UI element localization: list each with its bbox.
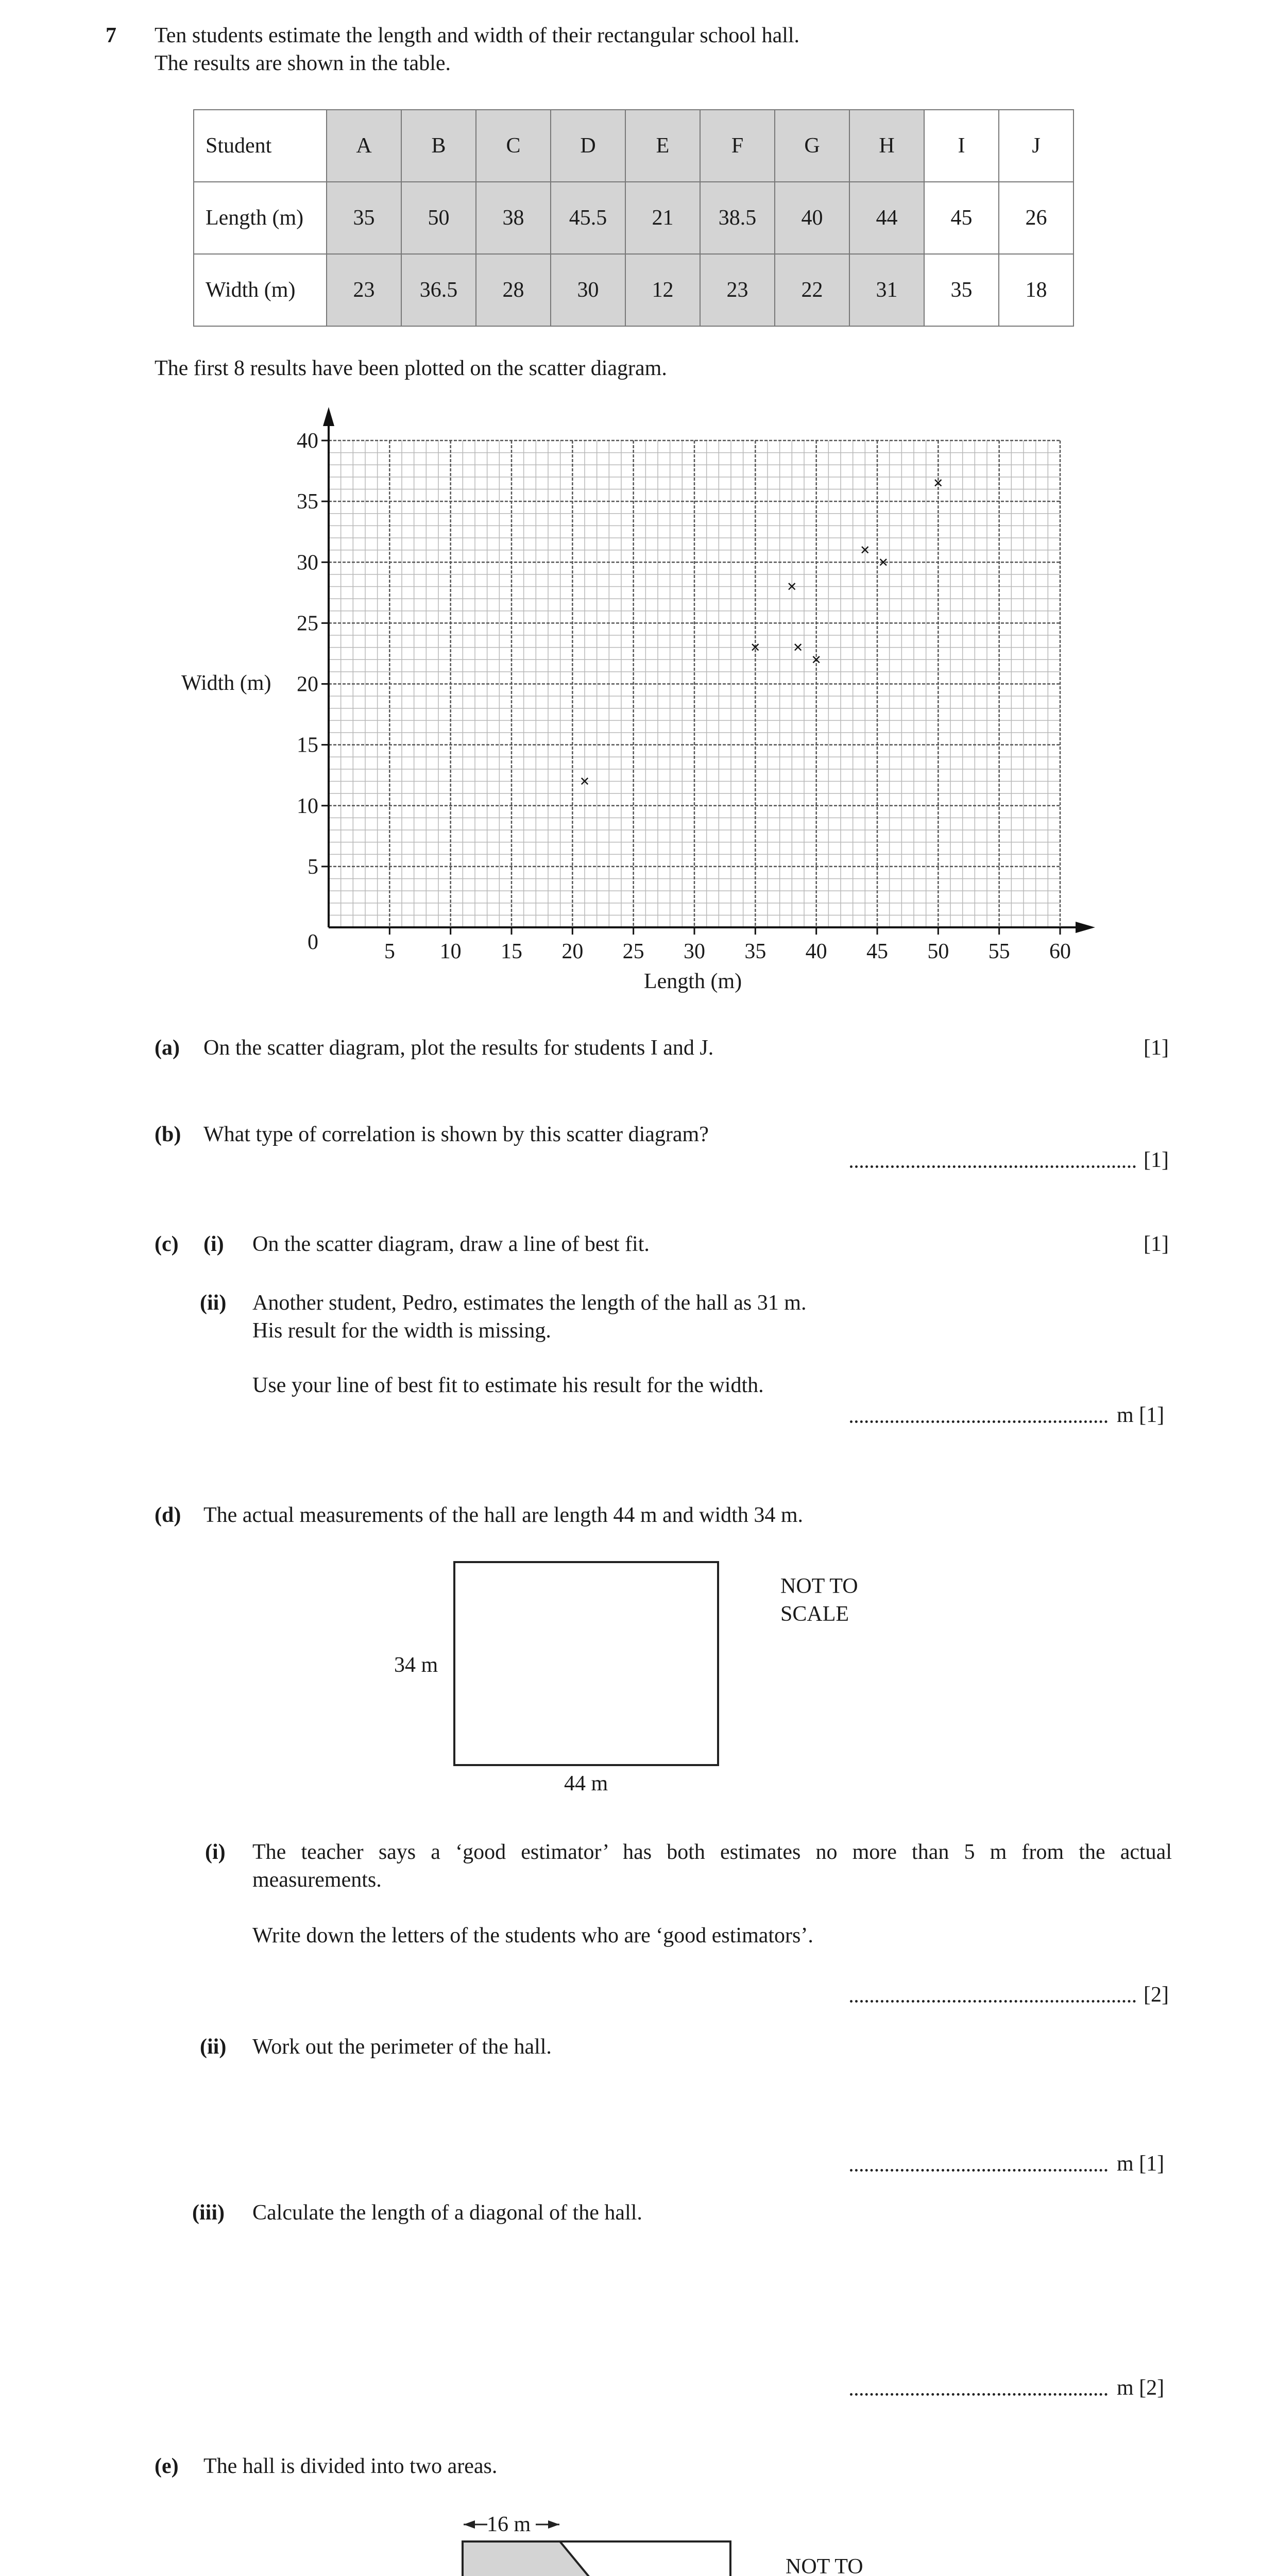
plotted-text: The first 8 results have been plotted on the scatter diagram.: [155, 357, 667, 380]
width-cell: 23: [700, 254, 775, 326]
shaded-area: [463, 2541, 730, 2576]
part-c-i-marks: [1]: [1144, 1232, 1169, 1256]
top-dimension-label: 16 m: [487, 2513, 531, 2536]
student-cell: H: [849, 110, 924, 182]
part-c-label: (c): [155, 1232, 179, 1256]
part-c-i-label: (i): [203, 1232, 224, 1256]
y-tick-label: 10: [297, 794, 318, 818]
data-point: ×: [580, 772, 590, 791]
student-cell: G: [775, 110, 849, 182]
width-cell: 18: [999, 254, 1073, 326]
y-tick-label: 25: [297, 612, 318, 636]
question-number: 7: [106, 24, 116, 47]
data-point: ×: [933, 473, 944, 493]
part-b-label: (b): [155, 1123, 181, 1146]
length-cell: 38: [476, 182, 551, 254]
y-tick-label: 35: [297, 490, 318, 514]
not-to-scale-line2: SCALE: [780, 1602, 849, 1626]
part-d-ii-text: Work out the perimeter of the hall.: [252, 2035, 552, 2059]
x-tick-label: 40: [805, 940, 827, 963]
part-d-text: The actual measurements of the hall are length 44 m and width 34 m.: [203, 1503, 803, 1527]
part-b-text: What type of correlation is shown by this scatter diagram?: [203, 1123, 709, 1146]
length-header: Length (m): [194, 182, 327, 254]
part-d-iii-label: (iii): [192, 2201, 225, 2225]
student-cell: I: [924, 110, 999, 182]
student-cell: B: [401, 110, 476, 182]
data-point: ×: [793, 638, 803, 657]
part-c-ii-line3: Use your line of best fit to estimate his result for the width.: [252, 1374, 764, 1397]
length-cell: 38.5: [700, 182, 775, 254]
width-cell: 12: [625, 254, 700, 326]
data-point: ×: [750, 638, 761, 657]
y-tick-label: 40: [297, 429, 318, 453]
part-a-text: On the scatter diagram, plot the results for students I and J.: [203, 1036, 714, 1060]
part-d-i-marks: [2]: [1144, 1983, 1169, 2007]
student-cell: F: [700, 110, 775, 182]
part-e-text: The hall is divided into two areas.: [203, 2454, 498, 2478]
x-tick-label: 20: [561, 940, 584, 963]
length-cell: 45.5: [551, 182, 625, 254]
part-d-i-line3: Write down the letters of the students who are ‘good estimators’.: [252, 1924, 813, 1947]
x-tick-label: 5: [384, 940, 395, 963]
intro-line-1: Ten students estimate the length and width of their rectangular school hall.: [155, 24, 800, 47]
length-cell: 45: [924, 182, 999, 254]
x-tick-label: 45: [866, 940, 888, 963]
student-header: Student: [194, 110, 327, 182]
intro-line-2: The results are shown in the table.: [155, 52, 451, 75]
student-cell: J: [999, 110, 1073, 182]
length-cell: 35: [327, 182, 401, 254]
hall-width-label: 34 m: [394, 1653, 438, 1677]
part-a-marks: [1]: [1144, 1036, 1169, 1060]
width-cell: 23: [327, 254, 401, 326]
x-tick-label: 30: [684, 940, 705, 963]
x-tick-label: 35: [744, 940, 766, 963]
length-cell: 44: [849, 182, 924, 254]
length-cell: 26: [999, 182, 1073, 254]
origin-label: 0: [308, 930, 318, 954]
part-d-i-line2: measurements.: [252, 1868, 382, 1892]
diagonal-divider: [560, 2541, 730, 2576]
part-c-ii-line1: Another student, Pedro, estimates the length of the hall as 31 m.: [252, 1291, 807, 1315]
data-point: ×: [787, 577, 797, 597]
x-tick-label: 10: [439, 940, 462, 963]
width-cell: 30: [551, 254, 625, 326]
arrowhead-left-icon: [464, 2520, 475, 2529]
x-tick-label: 15: [501, 940, 522, 963]
part-c-ii-line2: His result for the width is missing.: [252, 1319, 551, 1343]
part-d-i-label: (i): [205, 1840, 226, 1864]
student-cell: A: [327, 110, 401, 182]
width-cell: 31: [849, 254, 924, 326]
part-c-ii-answer: m [1]: [1117, 1403, 1165, 1427]
y-tick-label: 20: [297, 672, 318, 697]
x-axis-label: Length (m): [644, 970, 742, 993]
x-tick-label: 25: [622, 940, 644, 963]
part-d-ii-label: (ii): [200, 2035, 227, 2059]
width-header: Width (m): [194, 254, 327, 326]
y-axis-label: Width (m): [181, 671, 271, 695]
part-a-label: (a): [155, 1036, 180, 1060]
x-tick-label: 60: [1049, 940, 1071, 963]
part-b-marks: [1]: [1144, 1148, 1169, 1172]
student-cell: E: [625, 110, 700, 182]
width-cell: 36.5: [401, 254, 476, 326]
width-cell: 22: [775, 254, 849, 326]
student-cell: C: [476, 110, 551, 182]
length-cell: 21: [625, 182, 700, 254]
arrowhead-right-icon: [548, 2520, 559, 2529]
x-tick-label: 55: [988, 940, 1010, 963]
part-d-ii-answer: m [1]: [1117, 2152, 1165, 2176]
x-tick-label: 50: [927, 940, 949, 963]
part-e-label: (e): [155, 2454, 179, 2478]
student-cell: D: [551, 110, 625, 182]
data-point: ×: [860, 540, 871, 560]
part-d-iii-answer: m [2]: [1117, 2376, 1165, 2400]
y-tick-label: 15: [297, 733, 318, 757]
length-cell: 50: [401, 182, 476, 254]
part-c-i-text: On the scatter diagram, draw a line of best fit.: [252, 1232, 650, 1256]
data-point: ×: [878, 553, 889, 572]
hall-length-label: 44 m: [564, 1772, 608, 1795]
y-tick-label: 5: [308, 855, 318, 879]
width-cell: 28: [476, 254, 551, 326]
not-to-scale-line1: NOT TO: [780, 1574, 858, 1598]
length-cell: 40: [775, 182, 849, 254]
y-tick-label: 30: [297, 551, 318, 575]
part-d-label: (d): [155, 1503, 181, 1527]
part-d-iii-text: Calculate the length of a diagonal of the hall.: [252, 2201, 642, 2225]
data-point: ×: [811, 650, 822, 670]
part-c-ii-label: (ii): [200, 1291, 227, 1315]
width-cell: 35: [924, 254, 999, 326]
not-to-scale-e-line1: NOT TO: [786, 2555, 863, 2576]
part-d-i-line1: The teacher says a ‘good estimator’ has both estimates no more than 5 m from the actual: [252, 1840, 1172, 1864]
